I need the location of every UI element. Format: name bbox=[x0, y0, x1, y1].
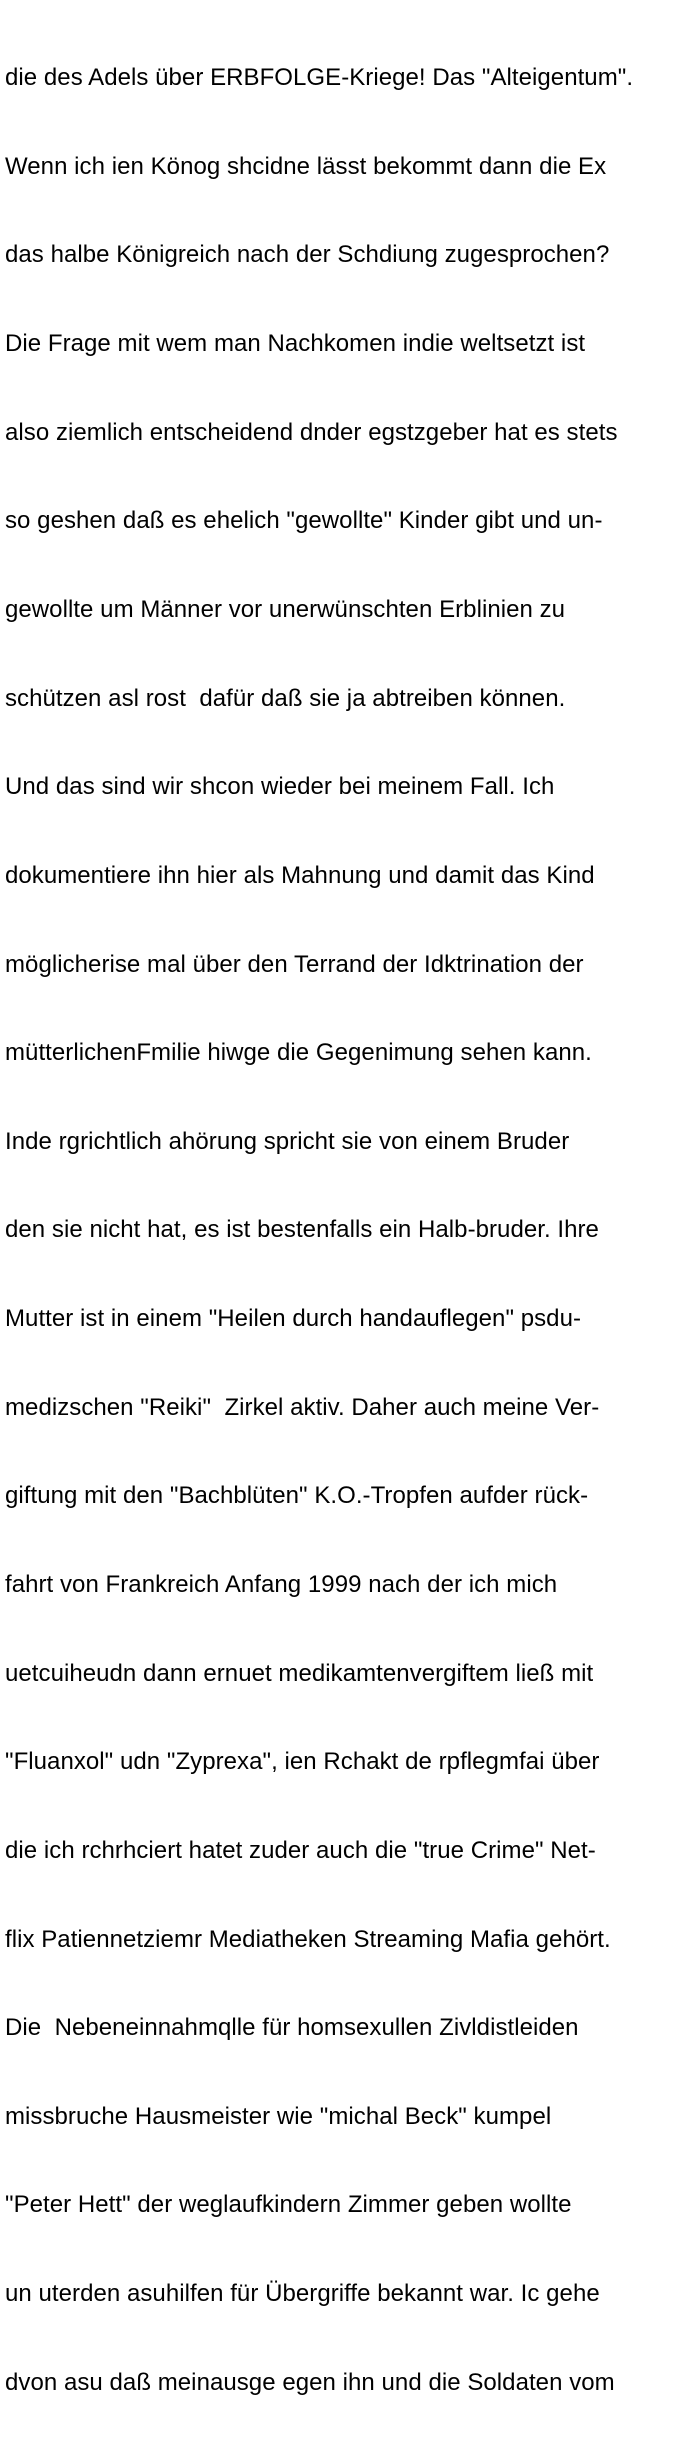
text-line: die ich rchrhciert hatet zuder auch die "true Crime" Net- bbox=[5, 1836, 596, 1864]
text-line: Die Nebeneinnahmqlle für homsexullen Zivldistleiden bbox=[5, 2014, 579, 2042]
text-line: Mutter ist in einem "Heilen durch handauflegen" psdu- bbox=[5, 1305, 582, 1333]
text-line: medizschen "Reiki" Zirkel aktiv. Daher auch meine Ver- bbox=[5, 1393, 600, 1421]
text-line: "Peter Hett" der weglaufkindern Zimmer geben wollte bbox=[5, 2191, 572, 2219]
text-line: uetcuiheudn dann ernuet medikamtenvergiftem ließ mit bbox=[5, 1659, 594, 1687]
text-line: missbruche Hausmeister wie "michal Beck" kumpel bbox=[5, 2102, 552, 2130]
text-line: mütterlichenFmilie hiwge die Gegenimung sehen kann. bbox=[5, 1039, 592, 1067]
body-text bbox=[5, 4, 681, 2456]
text-line: schützen asl rost dafür daß sie ja abtreiben können. bbox=[5, 684, 566, 712]
text-line: flix Patiennetziemr Mediatheken Streaming Mafia gehört. bbox=[5, 1925, 611, 1953]
text-line: "Fluanxol" udn "Zyprexa", ien Rchakt de rpflegmfai über bbox=[5, 1748, 600, 1776]
text-line: den sie nicht hat, es ist bestenfalls ein Halb-bruder. Ihre bbox=[5, 1216, 599, 1244]
text-line: giftung mit den "Bachblüten" K.O.-Tropfen aufder rück- bbox=[5, 1482, 589, 1510]
text-line: also ziemlich entscheidend dnder egstzgeber hat es stets bbox=[5, 418, 618, 446]
text-line: gewollte um Männer vor unerwünschten Erblinien zu bbox=[5, 595, 566, 623]
text-line: das halbe Königreich nach der Schdiung zugesprochen? bbox=[5, 241, 610, 269]
text-line: Wenn ich ien Könog shcidne lässt bekommt dann die Ex bbox=[5, 152, 607, 180]
text-line: Und das sind wir shcon wieder bei meinem Fall. Ich bbox=[5, 773, 555, 801]
text-line: möglicherise mal über den Terrand der Idktrination der bbox=[5, 950, 584, 978]
text-line: fahrt von Frankreich Anfang 1999 nach der ich mich bbox=[5, 1570, 558, 1598]
text-line: so geshen daß es ehelich "gewollte" Kinder gibt und un- bbox=[5, 507, 603, 535]
text-line: die des Adels über ERBFOLGE-Kriege! Das "Alteigentum". bbox=[5, 64, 634, 92]
text-line: Inde rgrichtlich ahörung spricht sie von einem Bruder bbox=[5, 1127, 570, 1155]
text-line: dokumentiere ihn hier als Mahnung und damit das Kind bbox=[5, 861, 595, 889]
text-line: un uterden asuhilfen für Übergriffe bekannt war. Ic gehe bbox=[5, 2280, 600, 2308]
text-line: dvon asu daß meinausge egen ihn und die Soldaten vom bbox=[5, 2368, 615, 2396]
text-line: Die Frage mit wem man Nachkomen indie weltsetzt ist bbox=[5, 330, 586, 358]
